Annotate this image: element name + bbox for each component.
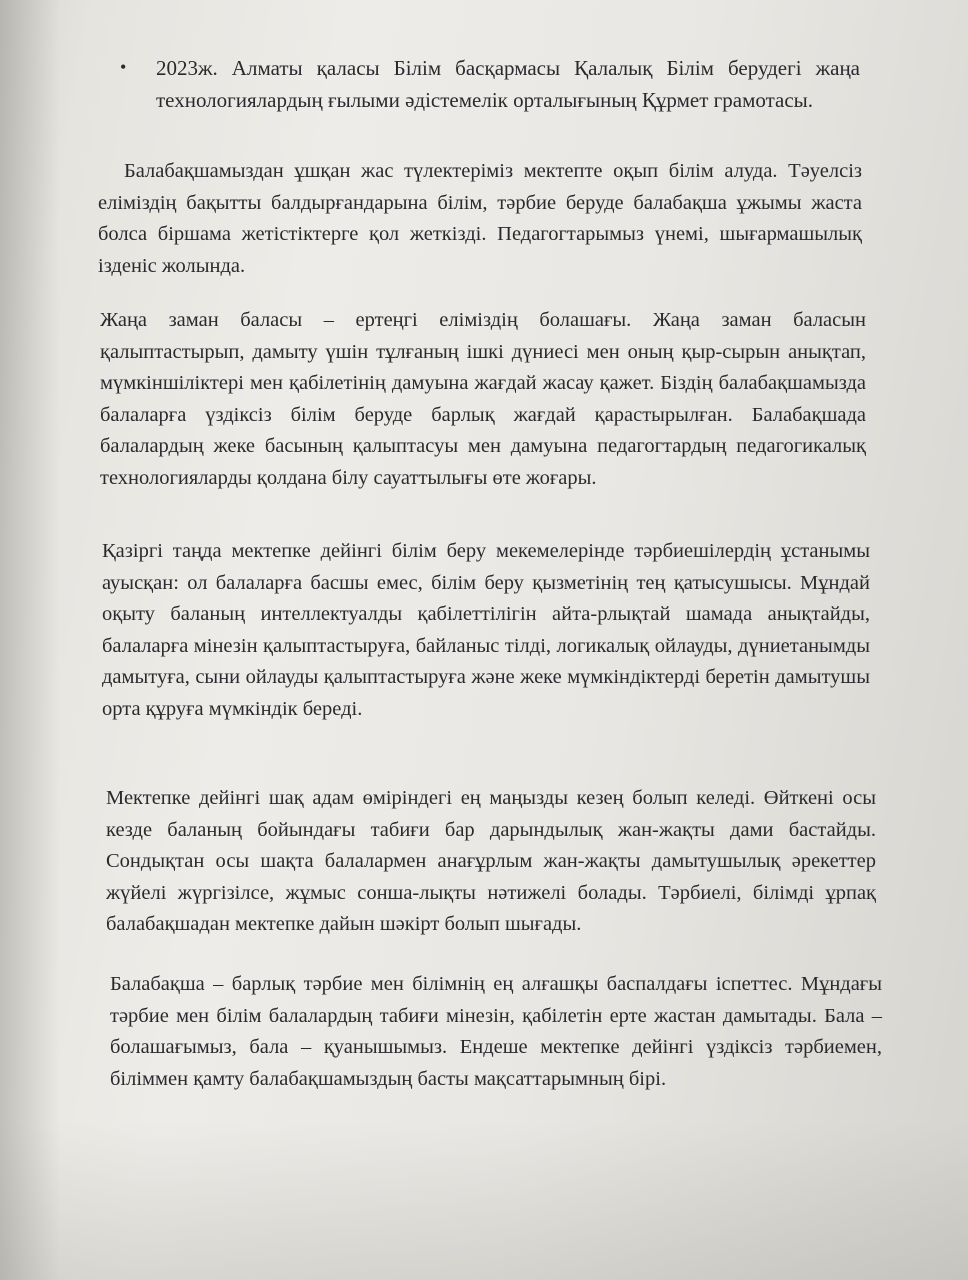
paragraph-kindergarten-goal: Балабақша – барлық тәрбие мен білімнің ең алғашқы баспалдағы іспеттес. Мұндағы тәрбие мен білім балалардың табиғи мінезін, қабілетін ерте жастан дамытады. Бала – болашағымыз, бала – қуанышымыз. Ендеше мектепке дейінгі үздіксіз тәрбиемен, біліммен қамту балабақшамыздың басты мақсаттарымның бірі.	[110, 973, 882, 1090]
bullet-dot-icon: •	[120, 57, 127, 77]
page-shadow-left	[0, 0, 60, 1280]
paragraph-new-generation: Жаңа заман баласы – ертеңгі еліміздің болашағы. Жаңа заман баласын қалыптастырып, дамыту үшін тұлғаның ішкі дүниесі мен оның қыр-сырын анықтап, мүмкіншіліктері мен қабілетінің дамуына жағдай жасау қажет. Біздің балабақшамызда балаларға үздіксіз білім беруде барлық жағдай қарастырылған. Балабақшада балалардың жеке басының қалыптасуы мен дамуына педагогтардың педагогикалық технологияларды қолдана білу сауаттылығы өте жоғары.	[100, 309, 866, 489]
bullet-item-text: 2023ж. Алматы қаласы Білім басқармасы Қалалық Білім берудегі жаңа технологиялардың ғылыми әдістемелік орталығының Құрмет грамотасы.	[156, 56, 860, 112]
bullet-item-award	[120, 52, 860, 116]
page-shadow-bottom	[0, 1120, 968, 1280]
paragraph-preschool-age: Мектепке дейінгі шақ адам өміріндегі ең маңызды кезең болып келеді. Өйткені осы кезде баланың бойындағы табиғи бар дарындылық жан-жақты дами бастайды. Сондықтан осы шақта балалармен анағұрлым жан-жақты дамытушылық әрекеттер жүйелі жүргізілсе, жұмыс сонша-лықты нәтижелі болады. Тәрбиелі, білімді ұрпақ балабақшадан мектепке дайын шәкірт болып шығады.	[106, 787, 876, 935]
paragraph-graduates: Балабақшамыздан ұшқан жас түлектеріміз мектепте оқып білім алуда. Тәуелсіз еліміздің бақытты балдырғандарына білім, тәрбие беруде балабақша ұжымы жаста болса біршама жетістіктерге қол жеткізді. Педагогтарымыз үнемі, шығармашылық ізденіс жолында.	[98, 160, 862, 277]
paragraph-educators-role: Қазіргі таңда мектепке дейінгі білім беру мекемелерінде тәрбиешілердің ұстанымы ауысқан: ол балаларға басшы емес, білім беру қызметінің тең қатысушысы. Мұндай оқыту баланың интеллектуалды қабілеттілігін айта-рлықтай шамада анықтайды, балаларға мінезін қалыптастыруға, байланыс тілді, логикалық ойлауды, дүниетанымды дамытуға, сыни ойлауды қалыптастыруға және жеке мүмкіндіктерді беретін дамытушы орта құруға мүмкіндік береді.	[102, 540, 870, 720]
